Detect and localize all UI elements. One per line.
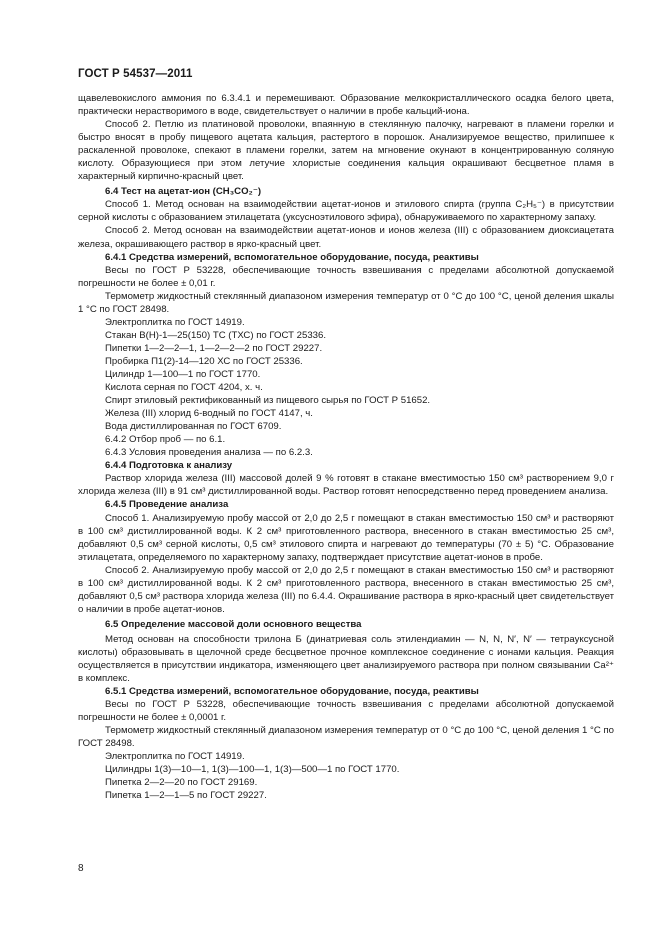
paragraph: Способ 1. Метод основан на взаимодействии ацетат-ионов и этилового спирта (группа C₂H₅⁻) в присутствии серной кислоты с образованием этилацетата (уксусноэтилового эфира), обнаруживаемого по характерному запаху. — [78, 199, 614, 224]
list-item: Спирт этиловый ректификованный из пищевого сырья по ГОСТ Р 51652. — [105, 395, 431, 407]
paragraph: Метод основан на способности трилона Б (динатриевая соль этилендиамин — N, N, N′, N′ — тетрауксусной кислоты) образовывать в щелочной среде бесцветное прочное комплексное соединение с ионами кальция. Реакция осуществляется в присутствии индикатора, изменяющего цвет анализируемого раствора при полном связывании Са²⁺ в комплекс. — [78, 633, 614, 685]
section-heading: 6.5 Определение массовой доли основного вещества — [105, 618, 362, 630]
list-item: Цилиндры 1(3)—10—1, 1(3)—100—1, 1(3)—500—1 по ГОСТ 1770. — [105, 764, 400, 776]
paragraph: Способ 1. Анализируемую пробу массой от 2,0 до 2,5 г помещают в стакан вместимостью 150 см³ и растворяют в 100 см³ дистиллированной воды. К 2 см³ приготовленного раствора, внесенного в стакан вместимостью 25 см³, добавляют 0,5 см³ серной кислоты, 0,5 см³ этилового спирта и нагревают до температуры (70 ± 5) °С. Образование этилацетата, определяемого по характерному запаху, подтверждает присутствие ацетат-ионов в пробе. — [78, 512, 614, 563]
list-item: Пробирка П1(2)-14—120 ХС по ГОСТ 25336. — [105, 355, 303, 367]
subsection-heading: 6.4.4 Подготовка к анализу — [105, 460, 233, 472]
paragraph: Весы по ГОСТ Р 53228, обеспечивающие точность взвешивания с пределами абсолютной допускаемой погрешности не более ± 0,01 г. — [78, 264, 614, 289]
list-item: Вода дистиллированная по ГОСТ 6709. — [105, 421, 282, 433]
paragraph: Весы по ГОСТ Р 53228, обеспечивающие точность взвешивания с пределами абсолютной допускаемой погрешности не более ± 0,0001 г. — [78, 699, 614, 724]
document-header: ГОСТ Р 54537—2011 — [78, 68, 193, 80]
paragraph: щавелевокислого аммония по 6.3.4.1 и перемешивают. Образование мелкокристаллического осадка белого цвета, практически нерастворимого в воде, свидетельствует о наличии в пробе кальций-иона. — [78, 93, 614, 118]
paragraph: Способ 2. Анализируемую пробу массой от 2,0 до 2,5 г помещают в стакан вместимостью 150 см³ и растворяют в 100 см³ дистиллированной воды. К 2 см³ приготовленного раствора, внесенного в стакан вместимостью 25 см³, добавляют 0,5 см³ раствора хлорида железа (III) по 6.4.4. Окрашивание раствора в ярко-красный цвет свидетельствует о наличии в пробе ацетат-ионов. — [78, 564, 614, 615]
list-item: Электроплитка по ГОСТ 14919. — [105, 316, 245, 328]
paragraph: Раствор хлорида железа (III) массовой долей 9 % готовят в стакане вместимостью 150 см³ растворением 9,0 г хлорида железа (III) в 91 см³ дистиллированной воды. Раствор готовят непосредственно перед проведением анализа. — [78, 473, 614, 498]
subsection-heading: 6.5.1 Средства измерений, вспомогательное оборудование, посуда, реактивы — [105, 686, 479, 698]
paragraph: Термометр жидкостный стеклянный диапазоном измерения температур от 0 °С до 100 °С, ценой деления шкалы 1 °С по ГОСТ 28498. — [78, 290, 614, 315]
paragraph: 6.4.3 Условия проведения анализа — по 6.2.3. — [105, 447, 313, 459]
list-item: Цилиндр 1—100—1 по ГОСТ 1770. — [105, 368, 261, 380]
paragraph: Способ 2. Петлю из платиновой проволоки, впаянную в стеклянную палочку, нагревают в пламени горелки и быстро вносят в пробу пищевого ацетата кальция, растертого в порошок. Анализируемое вещество, прилипшее к раскаленной проволоке, спекают в пламени горелки, затем на мгновение окунают в концентрированную соляную кислоту. Образующиеся при этом летучие хлористые соединения кальция окрашивают бесцветное пламя в характерный кирпично-красный цвет. — [78, 119, 614, 183]
list-item: Стакан В(Н)-1—25(150) ТС (ТХС) по ГОСТ 25336. — [105, 329, 327, 341]
list-item: Пипетка 1—2—1—5 по ГОСТ 29227. — [105, 790, 267, 802]
subsection-heading: 6.4.5 Проведение анализа — [105, 499, 229, 511]
paragraph: Способ 2. Метод основан на взаимодействии ацетат-ионов и ионов железа (III) с образованием диоксиацетата железа, окрашивающего раствор в ярко-красный цвет. — [78, 225, 614, 250]
list-item: Электроплитка по ГОСТ 14919. — [105, 751, 245, 763]
list-item: Пипетки 1—2—2—1, 1—2—2—2 по ГОСТ 29227. — [105, 342, 323, 354]
page-number: 8 — [78, 863, 84, 874]
subsection-heading: 6.4.1 Средства измерений, вспомогательное оборудование, посуда, реактивы — [105, 251, 479, 263]
list-item: Кислота серная по ГОСТ 4204, х. ч. — [105, 382, 263, 394]
list-item: Пипетка 2—2—20 по ГОСТ 29169. — [105, 777, 258, 789]
document-body — [78, 92, 614, 803]
section-heading: 6.4 Тест на ацетат-ион (CH₃CO₂⁻) — [105, 186, 262, 198]
paragraph: Термометр жидкостный стеклянный диапазоном измерения температур от 0 °С до 100 °С, ценой деления 1 °С по ГОСТ 28498. — [78, 725, 614, 750]
paragraph: 6.4.2 Отбор проб — по 6.1. — [105, 434, 226, 446]
list-item: Железа (III) хлорид 6-водный по ГОСТ 4147, ч. — [105, 408, 313, 420]
